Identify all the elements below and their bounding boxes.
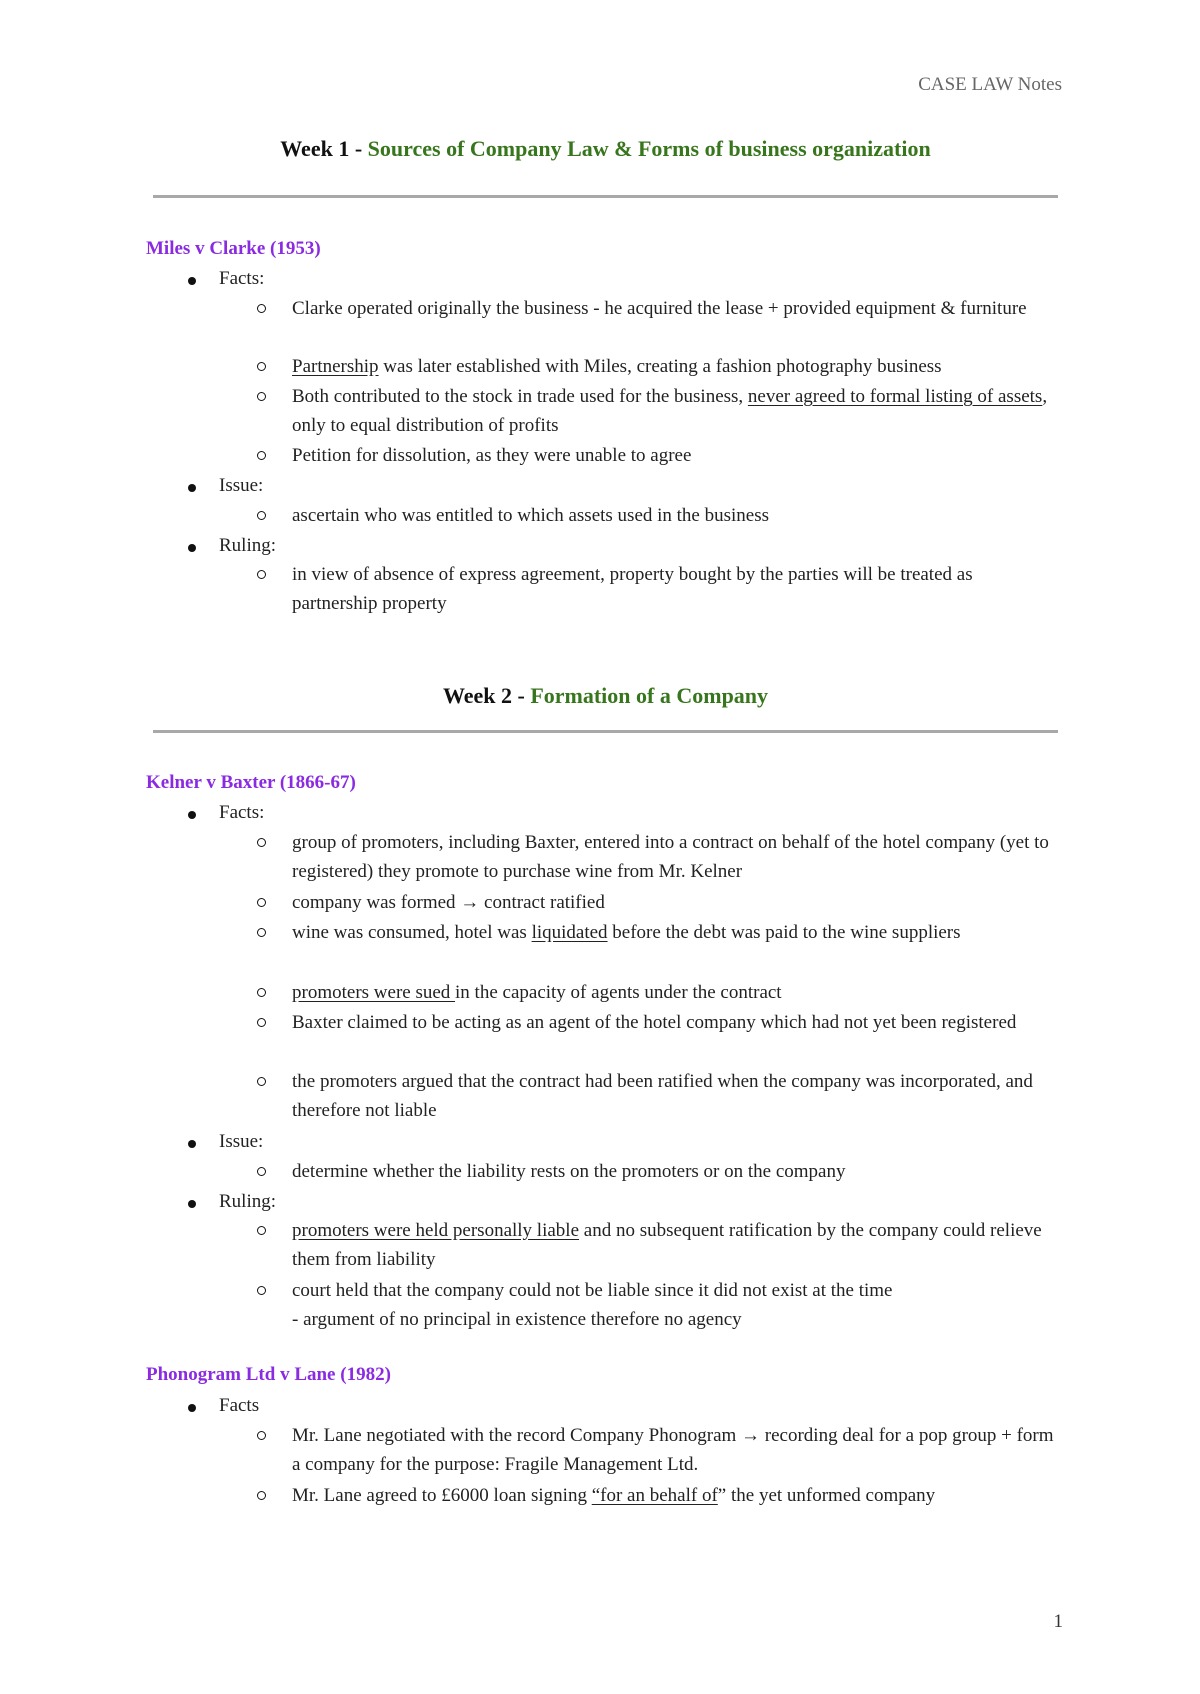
sub-bullet-icon <box>257 570 266 579</box>
running-header: CASE LAW Notes <box>918 74 1062 95</box>
week-1-heading <box>153 136 1058 162</box>
list-item: wine was consumed, hotel was liquidated before the debt was paid to the wine suppliers <box>292 918 1062 947</box>
section-divider <box>153 195 1058 198</box>
list-item: ascertain who was entitled to which assets used in the business <box>292 501 1062 530</box>
sub-bullet-icon <box>257 451 266 460</box>
list-item: Petition for dissolution, as they were unable to agree <box>292 441 1062 470</box>
bullet-icon <box>188 1200 196 1208</box>
section-label: Ruling: <box>219 1191 276 1213</box>
list-item: Baxter claimed to be acting as an agent of the hotel company which had not yet been registered <box>292 1008 1062 1037</box>
section-label: Issue: <box>219 1131 263 1153</box>
section-label: Ruling: <box>219 535 276 557</box>
sub-bullet-icon <box>257 1077 266 1086</box>
sub-bullet-icon <box>257 838 266 847</box>
section-label: Facts <box>219 1395 259 1417</box>
bullet-icon <box>188 544 196 552</box>
week-label: Week 1 - <box>280 136 368 161</box>
bullet-icon <box>188 277 196 285</box>
bullet-icon <box>188 1404 196 1412</box>
list-item: determine whether the liability rests on the promoters or on the company <box>292 1157 1062 1186</box>
list-item: company was formed → contract ratified <box>292 888 1062 917</box>
list-item: promoters were held personally liable and no subsequent ratification by the company could relieve them from liability <box>292 1216 1062 1274</box>
bullet-icon <box>188 811 196 819</box>
sub-bullet-icon <box>257 304 266 313</box>
list-item: the promoters argued that the contract had been ratified when the company was incorporated, and therefore not liable <box>292 1067 1062 1125</box>
sub-bullet-icon <box>257 928 266 937</box>
list-item: Partnership was later established with Miles, creating a fashion photography business <box>292 352 1062 381</box>
list-item: Both contributed to the stock in trade used for the business, never agreed to formal listing of assets, only to equal distribution of profits <box>292 382 1062 440</box>
page-number: 1 <box>1053 1611 1063 1632</box>
sub-bullet-icon <box>257 362 266 371</box>
list-item: group of promoters, including Baxter, entered into a contract on behalf of the hotel company (yet to registered) they promote to purchase wine from Mr. Kelner <box>292 828 1062 886</box>
list-item: in view of absence of express agreement, property bought by the parties will be treated as partnership property <box>292 560 1062 618</box>
section-label: Facts: <box>219 268 264 290</box>
week-2-heading <box>153 683 1058 709</box>
case-title-phonogram-v-lane: Phonogram Ltd v Lane (1982) <box>146 1364 391 1385</box>
sub-bullet-icon <box>257 898 266 907</box>
sub-bullet-icon <box>257 1491 266 1500</box>
section-divider <box>153 730 1058 733</box>
list-item: Mr. Lane agreed to £6000 loan signing “for an behalf of” the yet unformed company <box>292 1481 1062 1510</box>
sub-bullet-icon <box>257 392 266 401</box>
case-title-kelner-v-baxter: Kelner v Baxter (1866-67) <box>146 772 356 793</box>
sub-bullet-icon <box>257 988 266 997</box>
sub-bullet-icon <box>257 511 266 520</box>
week-topic: Sources of Company Law & Forms of business organization <box>367 136 931 161</box>
list-item: Clarke operated originally the business - he acquired the lease + provided equipment & furniture <box>292 294 1062 323</box>
list-item: Mr. Lane negotiated with the record Company Phonogram → recording deal for a pop group + form a company for the purpose: Fragile Management Ltd. <box>292 1421 1062 1479</box>
sub-bullet-icon <box>257 1286 266 1295</box>
sub-bullet-icon <box>257 1431 266 1440</box>
bullet-icon <box>188 484 196 492</box>
sub-bullet-icon <box>257 1167 266 1176</box>
sub-bullet-icon <box>257 1018 266 1027</box>
case-title-miles-v-clarke: Miles v Clarke (1953) <box>146 238 321 259</box>
list-item-continuation: - argument of no principal in existence therefore no agency <box>292 1309 742 1330</box>
week-topic: Formation of a Company <box>530 683 769 708</box>
week-label: Week 2 - <box>442 683 531 708</box>
section-label: Issue: <box>219 475 263 497</box>
list-item: promoters were sued in the capacity of agents under the contract <box>292 978 1062 1007</box>
sub-bullet-icon <box>257 1226 266 1235</box>
section-label: Facts: <box>219 802 264 824</box>
bullet-icon <box>188 1140 196 1148</box>
list-item: court held that the company could not be liable since it did not exist at the time - argument of no principal in existence therefore no agency <box>292 1276 1062 1334</box>
